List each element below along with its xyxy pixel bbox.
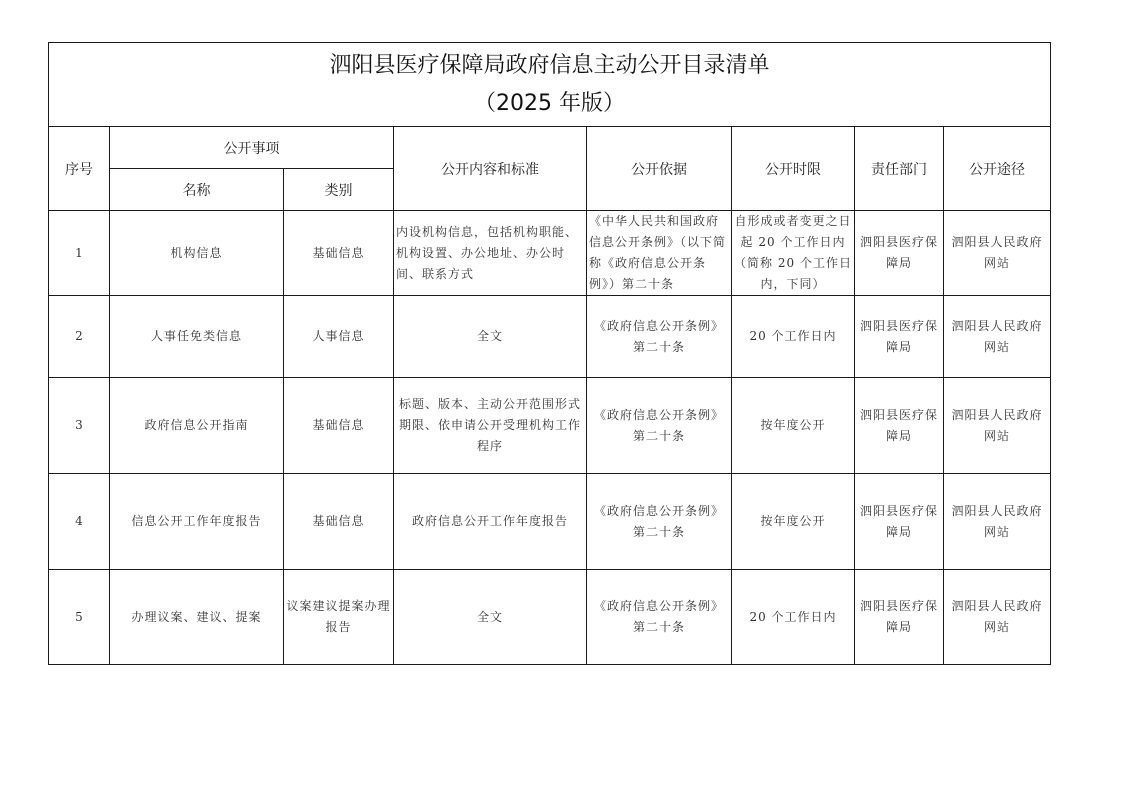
row-name: 政府信息公开指南 (110, 378, 284, 474)
header-seq: 序号 (49, 127, 110, 211)
row-seq: 2 (49, 296, 110, 378)
row-seq: 5 (49, 570, 110, 665)
row-seq: 3 (49, 378, 110, 474)
disclosure-catalog-table (48, 42, 1051, 665)
row-basis: 《政府信息公开条例》第二十条 (587, 474, 732, 570)
row-channel: 泗阳县人民政府网站 (944, 211, 1051, 296)
header-channel: 公开途径 (944, 127, 1051, 211)
header-department: 责任部门 (855, 127, 944, 211)
table-row (49, 296, 1051, 378)
row-name: 机构信息 (110, 211, 284, 296)
row-department: 泗阳县医疗保障局 (855, 570, 944, 665)
row-time-limit: 20 个工作日内 (732, 296, 855, 378)
header-content: 公开内容和标准 (394, 127, 587, 211)
header-time-limit: 公开时限 (732, 127, 855, 211)
row-content: 全文 (394, 296, 587, 378)
row-content: 内设机构信息，包括机构职能、机构设置、办公地址、办公时间、联系方式 (394, 211, 587, 296)
row-content: 全文 (394, 570, 587, 665)
row-department: 泗阳县医疗保障局 (855, 378, 944, 474)
header-name: 名称 (110, 169, 284, 211)
header-category: 类别 (284, 169, 394, 211)
row-channel: 泗阳县人民政府网站 (944, 296, 1051, 378)
row-department: 泗阳县医疗保障局 (855, 474, 944, 570)
row-channel: 泗阳县人民政府网站 (944, 474, 1051, 570)
row-seq: 4 (49, 474, 110, 570)
table-row (49, 378, 1051, 474)
table-row (49, 474, 1051, 570)
row-content: 标题、版本、主动公开范围形式期限、依申请公开受理机构工作程序 (394, 378, 587, 474)
row-name: 人事任免类信息 (110, 296, 284, 378)
row-channel: 泗阳县人民政府网站 (944, 570, 1051, 665)
row-category: 基础信息 (284, 378, 394, 474)
document-title (49, 43, 1051, 127)
row-basis: 《政府信息公开条例》第二十条 (587, 378, 732, 474)
table-row (49, 211, 1051, 296)
row-name: 信息公开工作年度报告 (110, 474, 284, 570)
row-category: 议案建议提案办理报告 (284, 570, 394, 665)
row-seq: 1 (49, 211, 110, 296)
row-channel: 泗阳县人民政府网站 (944, 378, 1051, 474)
row-category: 基础信息 (284, 211, 394, 296)
row-category: 基础信息 (284, 474, 394, 570)
row-basis: 《中华人民共和国政府信息公开条例》（以下简称《政府信息公开条例》）第二十条 (587, 211, 732, 296)
table-row (49, 570, 1051, 665)
row-basis: 《政府信息公开条例》第二十条 (587, 570, 732, 665)
row-category: 人事信息 (284, 296, 394, 378)
row-department: 泗阳县医疗保障局 (855, 296, 944, 378)
row-basis: 《政府信息公开条例》第二十条 (587, 296, 732, 378)
row-department: 泗阳县医疗保障局 (855, 211, 944, 296)
title-main: 泗阳县医疗保障局政府信息主动公开目录清单 (329, 52, 770, 78)
row-time-limit: 按年度公开 (732, 474, 855, 570)
row-time-limit: 自形成或者变更之日起 20 个工作日内（简称 20 个工作日内，下同） (732, 211, 855, 296)
row-content: 政府信息公开工作年度报告 (394, 474, 587, 570)
title-edition: （2025 年版） (474, 90, 625, 116)
header-basis: 公开依据 (587, 127, 732, 211)
row-time-limit: 按年度公开 (732, 378, 855, 474)
row-name: 办理议案、建议、提案 (110, 570, 284, 665)
header-item-group: 公开事项 (110, 127, 394, 169)
row-time-limit: 20 个工作日内 (732, 570, 855, 665)
